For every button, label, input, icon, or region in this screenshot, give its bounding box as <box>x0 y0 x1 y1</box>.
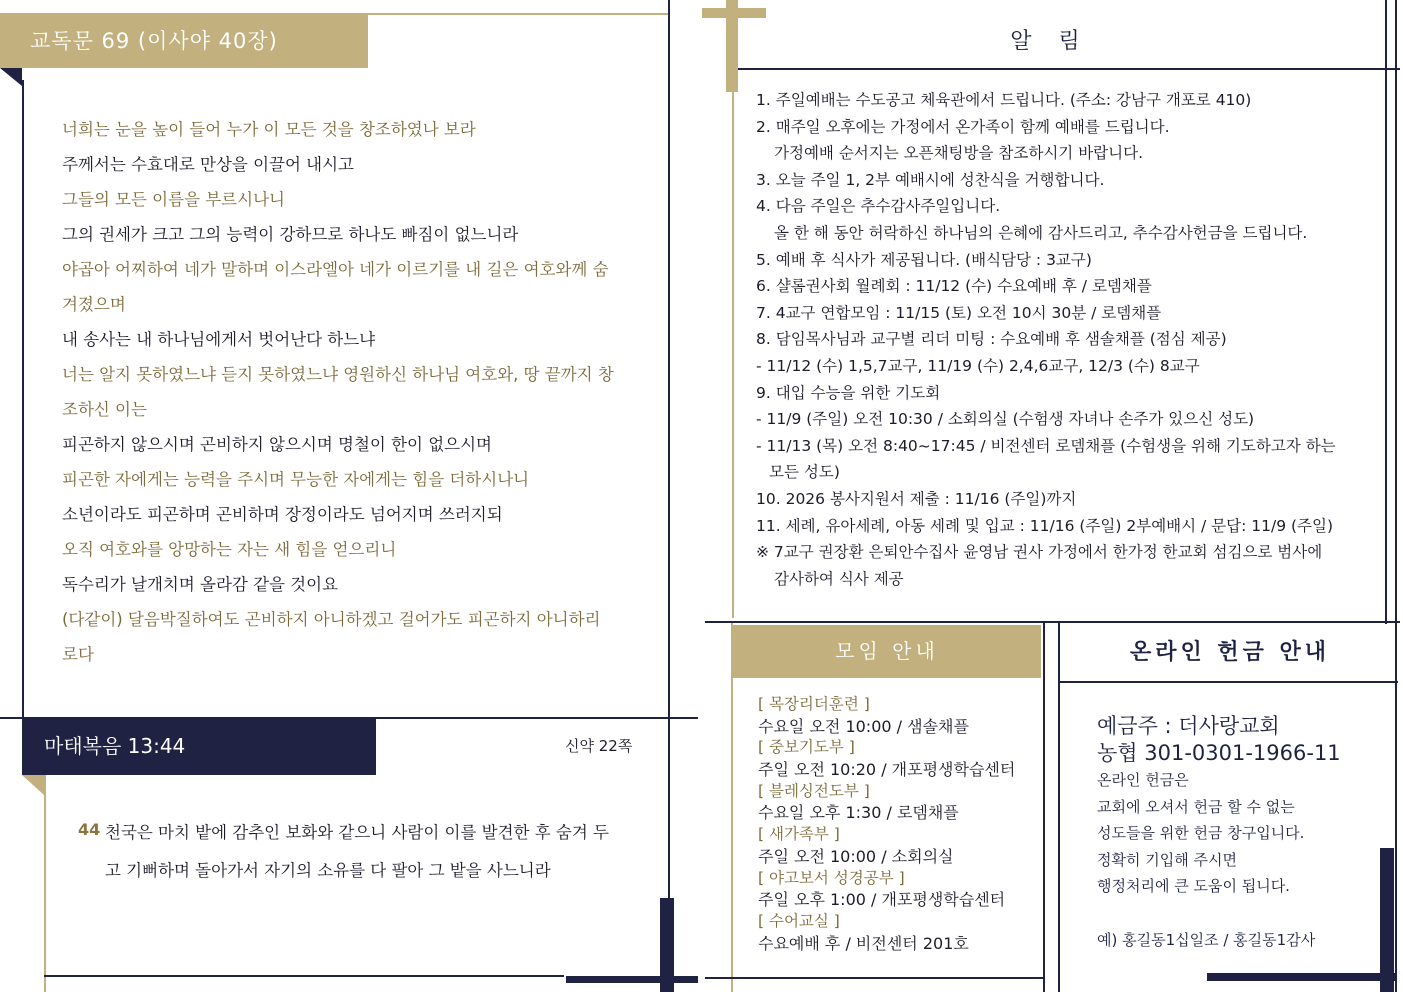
notice-line: 8. 담임목사님과 교구별 리더 미팅 : 수요예배 후 샘솔채플 (점심 제공) <box>756 330 1227 349</box>
gospel-title: 마태복음 13:44 <box>22 718 376 775</box>
meetings-list <box>758 694 1038 954</box>
offer-left-navy-line <box>1058 623 1060 992</box>
meeting-detail: 주일 오후 1:00 / 개포평생학습센터 <box>758 890 1006 910</box>
frame-left-navy-corner <box>0 68 22 86</box>
gospel-tab-corner <box>22 775 44 795</box>
reading-line: 야곱아 어찌하여 네가 말하며 이스라엘아 네가 이르기를 내 길은 여호와께 숨 <box>62 260 609 279</box>
reading-line: 소년이라도 피곤하며 곤비하며 장정이라도 넘어지며 쓰러지되 <box>62 505 503 524</box>
notice-line: 4. 다음 주일은 추수감사주일입니다. <box>756 197 1001 216</box>
verse-number: 44 <box>78 820 101 839</box>
notice-left-gold-line <box>732 18 734 618</box>
notice-title: 알 림 <box>1010 29 1090 54</box>
meeting-category: [ 중보기도부 ] <box>758 738 855 757</box>
bottom-navy-bar-left <box>566 976 698 983</box>
reading-line: 독수리가 날개치며 올라감 같을 것이요 <box>62 575 339 594</box>
offering-text-line: 온라인 헌금은 <box>1097 771 1189 789</box>
notice-line: 가정예배 순서지는 오픈채팅방을 참조하시기 바랍니다. <box>774 144 1144 163</box>
frame-bottom-navy-line-left <box>44 975 564 977</box>
notice-line: 1. 주일예배는 수도공고 체육관에서 드립니다. (주소: 강남구 개포로 410) <box>756 91 1252 109</box>
meeting-category: [ 야고보서 성경공부 ] <box>758 868 905 887</box>
meeting-detail: 주일 오전 10:00 / 소회의실 <box>758 846 954 866</box>
notice-line: 3. 오늘 주일 1, 2부 예배시에 성찬식을 거행합니다. <box>756 170 1105 189</box>
notice-line: 6. 샬롬권사회 월례회 : 11/12 (수) 수요예배 후 / 로뎀채플 <box>756 277 1152 296</box>
notice-line: 모든 성도) <box>769 463 840 482</box>
reading-line: 그의 권세가 크고 그의 능력이 강하므로 하나도 빠짐이 없느니라 <box>62 225 519 244</box>
offer-title-underline <box>1060 681 1398 683</box>
frame-bottom-navy-line-right <box>705 977 1043 979</box>
account-holder: 예금주 : 더사랑교회 <box>1097 714 1280 738</box>
notice-line: 2. 매주일 오후에는 가정에서 온가족이 함께 예배를 드립니다. <box>756 117 1170 136</box>
meeting-category: [ 목장리더훈련 ] <box>758 695 870 713</box>
reading-line: 겨졌으며 <box>62 295 126 314</box>
frame-right-navy-line-1 <box>1385 0 1387 624</box>
reading-line: (다같이) 달음박질하여도 곤비하지 아니하겠고 걸어가도 피곤하지 아니하리 <box>62 610 601 629</box>
reading-line: 너희는 눈을 높이 들어 누가 이 모든 것을 창조하였나 보라 <box>62 120 476 139</box>
reading-line: 로다 <box>62 645 94 664</box>
bottom-navy-block-right <box>1380 848 1394 992</box>
notice-line: 9. 대입 수능을 위한 기도회 <box>756 383 941 402</box>
meeting-category: [ 블레싱전도부 ] <box>758 781 870 800</box>
notice-line: 7. 4교구 연합모임 : 11/15 (토) 오전 10시 30분 / 로뎀채플 <box>756 303 1162 322</box>
notice-bottom-navy-line <box>705 621 1400 623</box>
frame-left-navy-line <box>22 80 24 720</box>
offering-example: 예) 홍길동1십일조 / 홍길동1감사 <box>1097 931 1316 949</box>
meeting-detail: 수요일 오전 10:00 / 샘솔채플 <box>758 716 969 736</box>
notice-line: 올 한 해 동안 허락하신 하나님의 은혜에 감사드리고, 추수감사헌금을 드립니다. <box>774 223 1308 242</box>
reading-line: 피곤한 자에게는 능력을 주시며 무능한 자에게는 힘을 더하시나니 <box>62 470 530 489</box>
verse-text-line: 천국은 마치 밭에 감추인 보화와 같으니 사람이 이를 발견한 후 숨겨 두 <box>105 823 609 842</box>
gospel-page-ref: 신약 22쪽 <box>565 737 633 755</box>
notice-line: - 11/12 (수) 1,5,7교구, 11/19 (수) 2,4,6교구, 12/3 (수) 8교구 <box>756 356 1200 375</box>
offering-title: 온라인 헌금 안내 <box>1129 640 1331 665</box>
reading-line: 주께서는 수효대로 만상을 이끌어 내시고 <box>62 155 354 174</box>
notice-line: 감사하여 식사 제공 <box>774 569 904 588</box>
gospel-gold-left-line <box>44 775 46 992</box>
meeting-category: [ 수어교실 ] <box>758 911 840 930</box>
meeting-detail: 수요예배 후 / 비전센터 201호 <box>758 933 969 953</box>
reading-line: 피곤하지 않으시며 곤비하지 않으시며 명철이 한이 없으시며 <box>62 435 492 454</box>
offering-text-line: 교회에 오셔서 헌금 할 수 없는 <box>1097 798 1295 816</box>
verse-text-line: 고 기뻐하며 돌아가서 자기의 소유를 다 팔아 그 밭을 사느니라 <box>105 861 551 880</box>
notice-list <box>756 87 1376 592</box>
offering-text-line: 성도들을 위한 헌금 창구입니다. <box>1097 824 1305 842</box>
meeting-detail: 수요일 오후 1:30 / 로뎀채플 <box>758 803 959 823</box>
reading-line: 오직 여호와를 앙망하는 자는 새 힘을 얻으리니 <box>62 540 397 559</box>
reading-line: 조하신 이는 <box>62 400 147 419</box>
meeting-detail: 주일 오전 10:20 / 개포평생학습센터 <box>758 760 1016 780</box>
notice-line: 5. 예배 후 식사가 제공됩니다. (배식담당 : 3교구) <box>756 250 1092 269</box>
cross-horizontal <box>702 8 766 18</box>
bottom-navy-bar-right <box>1207 973 1397 981</box>
notice-line: - 11/9 (주일) 오전 10:30 / 소회의실 (수험생 자녀나 손주가 있으신 성도) <box>756 410 1255 429</box>
offering-text-line: 행정처리에 큰 도움이 됩니다. <box>1097 877 1290 895</box>
notice-line: - 11/13 (목) 오전 8:40~17:45 / 비전센터 로뎀채플 (수험생을 위해 기도하고자 하는 <box>756 436 1336 455</box>
frame-right-navy-line-2 <box>1395 0 1397 992</box>
account-number: 농협 301-0301-1966-11 <box>1097 741 1341 765</box>
notice-line: 11. 세례, 유아세례, 아동 세례 및 입교 : 11/16 (주일) 2부예배시 / 문답: 11/9 (주일) <box>756 516 1334 535</box>
notice-line: ※ 7교구 권장환 은퇴안수집사 윤영남 권사 가정에서 한가정 한교회 섬김으로 범사에 <box>756 543 1323 562</box>
notice-title-underline <box>738 68 1400 70</box>
reading-line: 그들의 모든 이름을 부르시나니 <box>62 190 285 209</box>
meet-left-gold-line <box>731 623 733 992</box>
reading-line: 내 송사는 내 하나님에게서 벗어난다 하느냐 <box>62 330 376 349</box>
frame-mid-navy-line <box>668 0 670 992</box>
meeting-category: [ 새가족부 ] <box>758 825 840 844</box>
reading-title: 교독문 69 (이사야 40장) <box>0 15 368 68</box>
reading-line: 너는 알지 못하였느냐 듣지 못하였느냐 영원하신 하나님 여호와, 땅 끝까지 창 <box>62 365 614 384</box>
offering-text-line: 정확히 기입해 주시면 <box>1097 851 1237 869</box>
notice-line: 10. 2026 봉사지원서 제출 : 11/16 (주일)까지 <box>756 489 1077 508</box>
reading-text <box>62 112 642 672</box>
meetings-title: 모임 안내 <box>733 625 1041 678</box>
meet-right-navy-line <box>1043 623 1045 992</box>
